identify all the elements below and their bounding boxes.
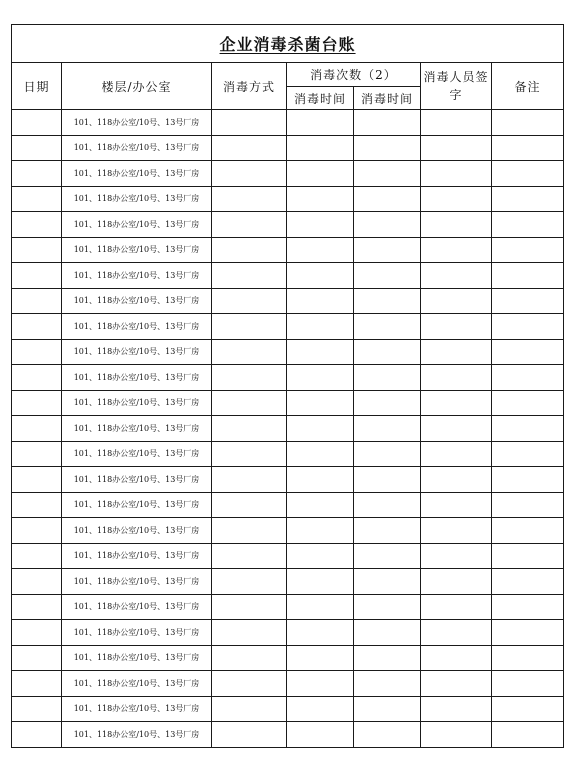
cell-signer[interactable] <box>421 696 492 722</box>
cell-time-1[interactable] <box>287 110 354 136</box>
cell-location: 101、118办公室/10号、13号厂房 <box>62 518 212 544</box>
table-row <box>12 645 564 671</box>
cell-method[interactable] <box>212 365 287 391</box>
cell-date[interactable] <box>12 441 62 467</box>
cell-date[interactable] <box>12 467 62 493</box>
cell-remark[interactable] <box>492 620 564 646</box>
cell-remark[interactable] <box>492 237 564 263</box>
header-remark: 备注 <box>492 63 564 110</box>
cell-remark[interactable] <box>492 543 564 569</box>
cell-time-2[interactable] <box>354 237 421 263</box>
cell-remark[interactable] <box>492 492 564 518</box>
cell-time-2[interactable] <box>354 722 421 748</box>
cell-signer[interactable] <box>421 543 492 569</box>
cell-date[interactable] <box>12 543 62 569</box>
table-row <box>12 441 564 467</box>
cell-time-2[interactable] <box>354 467 421 493</box>
cell-date[interactable] <box>12 416 62 442</box>
cell-method[interactable] <box>212 288 287 314</box>
table-row <box>12 263 564 289</box>
cell-method[interactable] <box>212 722 287 748</box>
cell-location: 101、118办公室/10号、13号厂房 <box>62 390 212 416</box>
cell-time-2[interactable] <box>354 441 421 467</box>
table-row <box>12 543 564 569</box>
cell-location: 101、118办公室/10号、13号厂房 <box>62 722 212 748</box>
cell-signer[interactable] <box>421 365 492 391</box>
cell-remark[interactable] <box>492 161 564 187</box>
cell-date[interactable] <box>12 569 62 595</box>
cell-time-2[interactable] <box>354 569 421 595</box>
cell-remark[interactable] <box>492 722 564 748</box>
cell-remark[interactable] <box>492 671 564 697</box>
cell-remark[interactable] <box>492 518 564 544</box>
cell-date[interactable] <box>12 186 62 212</box>
cell-time-1[interactable] <box>287 696 354 722</box>
cell-location: 101、118办公室/10号、13号厂房 <box>62 339 212 365</box>
cell-signer[interactable] <box>421 594 492 620</box>
cell-date[interactable] <box>12 492 62 518</box>
cell-signer[interactable] <box>421 671 492 697</box>
cell-method[interactable] <box>212 594 287 620</box>
cell-time-1[interactable] <box>287 237 354 263</box>
cell-location: 101、118办公室/10号、13号厂房 <box>62 135 212 161</box>
cell-time-2[interactable] <box>354 365 421 391</box>
cell-time-1[interactable] <box>287 722 354 748</box>
table-row <box>12 161 564 187</box>
cell-remark[interactable] <box>492 416 564 442</box>
cell-location: 101、118办公室/10号、13号厂房 <box>62 161 212 187</box>
cell-date[interactable] <box>12 696 62 722</box>
cell-remark[interactable] <box>492 569 564 595</box>
cell-date[interactable] <box>12 110 62 136</box>
header-method: 消毒方式 <box>212 63 287 110</box>
table-row <box>12 722 564 748</box>
cell-date[interactable] <box>12 263 62 289</box>
cell-time-1[interactable] <box>287 543 354 569</box>
cell-method[interactable] <box>212 620 287 646</box>
table-row <box>12 492 564 518</box>
cell-location: 101、118办公室/10号、13号厂房 <box>62 212 212 238</box>
cell-method[interactable] <box>212 696 287 722</box>
cell-time-2[interactable] <box>354 135 421 161</box>
header-count: 消毒次数（2） <box>287 63 421 87</box>
cell-location: 101、118办公室/10号、13号厂房 <box>62 237 212 263</box>
header-time-2: 消毒时间 <box>354 87 421 110</box>
cell-location: 101、118办公室/10号、13号厂房 <box>62 441 212 467</box>
cell-time-1[interactable] <box>287 594 354 620</box>
page-title-text: 企业消毒杀菌台账 <box>219 35 356 54</box>
cell-time-2[interactable] <box>354 186 421 212</box>
cell-date[interactable] <box>12 671 62 697</box>
cell-signer[interactable] <box>421 314 492 340</box>
cell-signer[interactable] <box>421 467 492 493</box>
cell-signer[interactable] <box>421 492 492 518</box>
cell-method[interactable] <box>212 492 287 518</box>
header-signer: 消毒人员签字 <box>421 63 492 110</box>
cell-signer[interactable] <box>421 110 492 136</box>
cell-time-1[interactable] <box>287 135 354 161</box>
cell-signer[interactable] <box>421 186 492 212</box>
cell-method[interactable] <box>212 212 287 238</box>
cell-remark[interactable] <box>492 467 564 493</box>
cell-date[interactable] <box>12 594 62 620</box>
cell-signer[interactable] <box>421 263 492 289</box>
cell-method[interactable] <box>212 135 287 161</box>
cell-remark[interactable] <box>492 390 564 416</box>
table-row <box>12 416 564 442</box>
cell-time-1[interactable] <box>287 416 354 442</box>
cell-time-2[interactable] <box>354 696 421 722</box>
cell-method[interactable] <box>212 416 287 442</box>
cell-date[interactable] <box>12 288 62 314</box>
cell-signer[interactable] <box>421 212 492 238</box>
cell-method[interactable] <box>212 186 287 212</box>
cell-signer[interactable] <box>421 288 492 314</box>
cell-signer[interactable] <box>421 416 492 442</box>
cell-time-2[interactable] <box>354 263 421 289</box>
cell-time-1[interactable] <box>287 212 354 238</box>
cell-time-2[interactable] <box>354 594 421 620</box>
cell-remark[interactable] <box>492 314 564 340</box>
cell-signer[interactable] <box>421 518 492 544</box>
cell-signer[interactable] <box>421 441 492 467</box>
cell-location: 101、118办公室/10号、13号厂房 <box>62 594 212 620</box>
cell-location: 101、118办公室/10号、13号厂房 <box>62 467 212 493</box>
cell-signer[interactable] <box>421 645 492 671</box>
page-title <box>12 25 564 63</box>
table-row <box>12 569 564 595</box>
cell-signer[interactable] <box>421 339 492 365</box>
cell-remark[interactable] <box>492 212 564 238</box>
cell-date[interactable] <box>12 365 62 391</box>
cell-time-1[interactable] <box>287 671 354 697</box>
cell-location: 101、118办公室/10号、13号厂房 <box>62 263 212 289</box>
cell-remark[interactable] <box>492 110 564 136</box>
cell-date[interactable] <box>12 518 62 544</box>
cell-method[interactable] <box>212 390 287 416</box>
ledger-body <box>12 110 564 748</box>
cell-time-1[interactable] <box>287 441 354 467</box>
cell-signer[interactable] <box>421 161 492 187</box>
cell-time-2[interactable] <box>354 518 421 544</box>
table-row <box>12 110 564 136</box>
cell-time-2[interactable] <box>354 390 421 416</box>
cell-time-2[interactable] <box>354 161 421 187</box>
cell-time-1[interactable] <box>287 390 354 416</box>
cell-location: 101、118办公室/10号、13号厂房 <box>62 314 212 340</box>
ledger-sheet <box>11 24 564 748</box>
cell-time-2[interactable] <box>354 416 421 442</box>
table-row <box>12 135 564 161</box>
cell-time-1[interactable] <box>287 569 354 595</box>
cell-location: 101、118办公室/10号、13号厂房 <box>62 696 212 722</box>
cell-method[interactable] <box>212 314 287 340</box>
cell-time-2[interactable] <box>354 110 421 136</box>
cell-method[interactable] <box>212 569 287 595</box>
cell-method[interactable] <box>212 110 287 136</box>
header-location: 楼层/办公室 <box>62 63 212 110</box>
cell-method[interactable] <box>212 263 287 289</box>
cell-date[interactable] <box>12 645 62 671</box>
cell-location: 101、118办公室/10号、13号厂房 <box>62 110 212 136</box>
cell-method[interactable] <box>212 645 287 671</box>
cell-signer[interactable] <box>421 390 492 416</box>
cell-signer[interactable] <box>421 620 492 646</box>
cell-location: 101、118办公室/10号、13号厂房 <box>62 416 212 442</box>
cell-time-2[interactable] <box>354 543 421 569</box>
cell-signer[interactable] <box>421 135 492 161</box>
table-row <box>12 620 564 646</box>
cell-location: 101、118办公室/10号、13号厂房 <box>62 288 212 314</box>
cell-time-1[interactable] <box>287 288 354 314</box>
table-row <box>12 671 564 697</box>
cell-time-2[interactable] <box>354 288 421 314</box>
cell-time-1[interactable] <box>287 467 354 493</box>
table-row <box>12 390 564 416</box>
cell-remark[interactable] <box>492 441 564 467</box>
cell-time-1[interactable] <box>287 518 354 544</box>
cell-time-2[interactable] <box>354 620 421 646</box>
cell-method[interactable] <box>212 543 287 569</box>
table-row <box>12 696 564 722</box>
cell-method[interactable] <box>212 441 287 467</box>
cell-method[interactable] <box>212 467 287 493</box>
cell-time-1[interactable] <box>287 314 354 340</box>
cell-remark[interactable] <box>492 645 564 671</box>
cell-date[interactable] <box>12 237 62 263</box>
cell-remark[interactable] <box>492 186 564 212</box>
cell-location: 101、118办公室/10号、13号厂房 <box>62 569 212 595</box>
cell-date[interactable] <box>12 722 62 748</box>
cell-signer[interactable] <box>421 237 492 263</box>
cell-method[interactable] <box>212 671 287 697</box>
cell-remark[interactable] <box>492 339 564 365</box>
disinfection-ledger-table <box>11 24 564 748</box>
cell-time-1[interactable] <box>287 492 354 518</box>
cell-time-2[interactable] <box>354 492 421 518</box>
cell-time-1[interactable] <box>287 365 354 391</box>
cell-location: 101、118办公室/10号、13号厂房 <box>62 645 212 671</box>
cell-remark[interactable] <box>492 365 564 391</box>
cell-method[interactable] <box>212 237 287 263</box>
cell-date[interactable] <box>12 212 62 238</box>
cell-location: 101、118办公室/10号、13号厂房 <box>62 365 212 391</box>
cell-method[interactable] <box>212 518 287 544</box>
cell-remark[interactable] <box>492 594 564 620</box>
cell-time-2[interactable] <box>354 339 421 365</box>
cell-signer[interactable] <box>421 722 492 748</box>
table-row <box>12 594 564 620</box>
table-row <box>12 186 564 212</box>
cell-date[interactable] <box>12 620 62 646</box>
header-time-1: 消毒时间 <box>287 87 354 110</box>
cell-time-1[interactable] <box>287 620 354 646</box>
cell-time-1[interactable] <box>287 161 354 187</box>
table-row <box>12 237 564 263</box>
cell-remark[interactable] <box>492 135 564 161</box>
cell-time-2[interactable] <box>354 314 421 340</box>
cell-remark[interactable] <box>492 288 564 314</box>
cell-remark[interactable] <box>492 696 564 722</box>
cell-time-2[interactable] <box>354 671 421 697</box>
cell-date[interactable] <box>12 161 62 187</box>
cell-method[interactable] <box>212 339 287 365</box>
cell-location: 101、118办公室/10号、13号厂房 <box>62 492 212 518</box>
cell-time-1[interactable] <box>287 263 354 289</box>
cell-time-2[interactable] <box>354 645 421 671</box>
table-row <box>12 339 564 365</box>
cell-time-1[interactable] <box>287 186 354 212</box>
table-row <box>12 314 564 340</box>
cell-method[interactable] <box>212 161 287 187</box>
cell-date[interactable] <box>12 390 62 416</box>
cell-location: 101、118办公室/10号、13号厂房 <box>62 186 212 212</box>
table-row <box>12 365 564 391</box>
cell-location: 101、118办公室/10号、13号厂房 <box>62 671 212 697</box>
cell-time-1[interactable] <box>287 645 354 671</box>
table-row <box>12 518 564 544</box>
table-row <box>12 467 564 493</box>
cell-date[interactable] <box>12 339 62 365</box>
cell-time-2[interactable] <box>354 212 421 238</box>
table-row <box>12 212 564 238</box>
table-row <box>12 288 564 314</box>
cell-location: 101、118办公室/10号、13号厂房 <box>62 543 212 569</box>
cell-time-1[interactable] <box>287 339 354 365</box>
cell-signer[interactable] <box>421 569 492 595</box>
cell-location: 101、118办公室/10号、13号厂房 <box>62 620 212 646</box>
header-date: 日期 <box>12 63 62 110</box>
cell-remark[interactable] <box>492 263 564 289</box>
cell-date[interactable] <box>12 314 62 340</box>
cell-date[interactable] <box>12 135 62 161</box>
